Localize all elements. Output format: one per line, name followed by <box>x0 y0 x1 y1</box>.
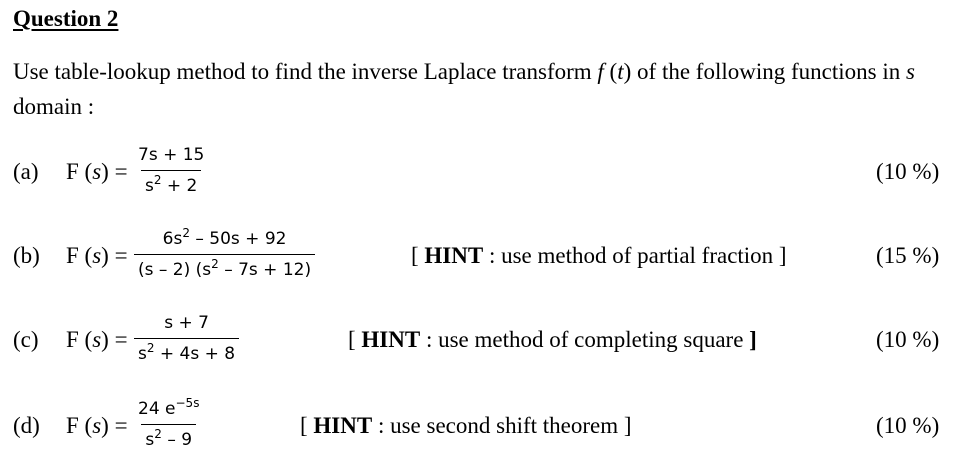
numerator-rest: – 50s + 92 <box>195 229 287 249</box>
denominator-base: s <box>138 344 147 364</box>
denominator-base: (s – 2) (s <box>138 260 212 280</box>
intro-text-before: Use table-lookup method to find the inverse Laplace transform <box>13 59 598 84</box>
hint-body: : use method of completing square <box>420 327 750 352</box>
numerator-base: 24 e <box>138 399 176 419</box>
hint-text <box>300 412 632 440</box>
hint-text <box>411 242 787 270</box>
function-lhs <box>66 158 128 186</box>
function-lhs <box>66 326 128 354</box>
question-marks: (10 %) <box>876 159 940 184</box>
function-lhs <box>66 412 128 440</box>
hint-keyword: HINT <box>361 327 421 352</box>
numerator: s + 7 <box>164 313 209 333</box>
question-label: (b) <box>13 243 40 268</box>
numerator-exponent: −5s <box>175 396 200 410</box>
lhs-f: F ( <box>66 159 93 184</box>
lhs-equals: ) = <box>101 413 128 438</box>
denominator-base: s <box>144 176 154 196</box>
lhs-equals: ) = <box>101 327 128 352</box>
question-label: (d) <box>13 413 40 438</box>
lhs-s: s <box>92 159 102 184</box>
intro-paren-open: ( <box>603 59 618 84</box>
question-label: (a) <box>13 159 39 184</box>
denominator-rest: + 4s + 8 <box>159 344 236 364</box>
hint-body: : use second shift theorem ] <box>372 413 632 438</box>
intro-s-symbol: s <box>905 59 915 84</box>
question-b <box>0 226 962 286</box>
denominator-rest: + 2 <box>166 176 198 196</box>
lhs-f: F ( <box>66 413 93 438</box>
numerator-exponent: 2 <box>182 226 190 240</box>
numerator: 7s + 15 <box>138 145 205 165</box>
lhs-f: F ( <box>66 243 93 268</box>
fraction <box>134 226 315 283</box>
denominator <box>134 254 315 283</box>
question-label: (c) <box>13 327 39 352</box>
intro-f-symbol: f <box>597 59 604 84</box>
hint-keyword: HINT <box>424 243 484 268</box>
denominator-rest: – 7s + 12) <box>224 260 312 280</box>
denominator-exponent: 2 <box>211 257 219 271</box>
lhs-equals: ) = <box>101 159 128 184</box>
question-marks: (10 %) <box>876 413 940 438</box>
denominator-rest: – 9 <box>167 430 193 450</box>
numerator <box>134 396 203 424</box>
intro-paren-close: ) <box>623 59 632 84</box>
denominator-exponent: 2 <box>146 341 155 355</box>
intro-text-after: of the following functions in <box>631 59 906 84</box>
hint-bracket-close: ] <box>749 327 757 352</box>
lhs-f: F ( <box>66 327 93 352</box>
denominator <box>134 338 239 367</box>
question-instructions <box>13 54 958 124</box>
fraction <box>134 396 203 453</box>
question-title: Question 2 <box>13 6 119 31</box>
hint-keyword: HINT <box>313 413 373 438</box>
intro-t-symbol: t <box>617 59 624 84</box>
hint-bracket-open: [ <box>348 327 362 352</box>
hint-bracket-open: [ <box>300 413 314 438</box>
hint-text <box>348 326 757 354</box>
hint-bracket-open: [ <box>411 243 425 268</box>
lhs-s: s <box>92 413 102 438</box>
denominator-exponent: 2 <box>153 173 162 187</box>
hint-body: : use method of partial fraction ] <box>483 243 787 268</box>
lhs-s: s <box>92 327 102 352</box>
denominator-exponent: 2 <box>154 427 162 441</box>
question-a <box>0 142 962 202</box>
lhs-s: s <box>92 243 102 268</box>
question-marks: (15 %) <box>876 243 940 268</box>
fraction <box>134 142 208 199</box>
function-lhs <box>66 242 128 270</box>
fraction <box>134 310 239 367</box>
question-marks: (10 %) <box>876 327 940 352</box>
denominator <box>141 424 196 453</box>
denominator-base: s <box>145 430 155 450</box>
question-d <box>0 396 962 456</box>
lhs-equals: ) = <box>101 243 128 268</box>
numerator <box>159 226 291 254</box>
question-c <box>0 310 962 370</box>
denominator <box>141 170 201 199</box>
numerator-base: 6s <box>162 229 183 249</box>
intro-line-2: domain : <box>13 94 95 119</box>
